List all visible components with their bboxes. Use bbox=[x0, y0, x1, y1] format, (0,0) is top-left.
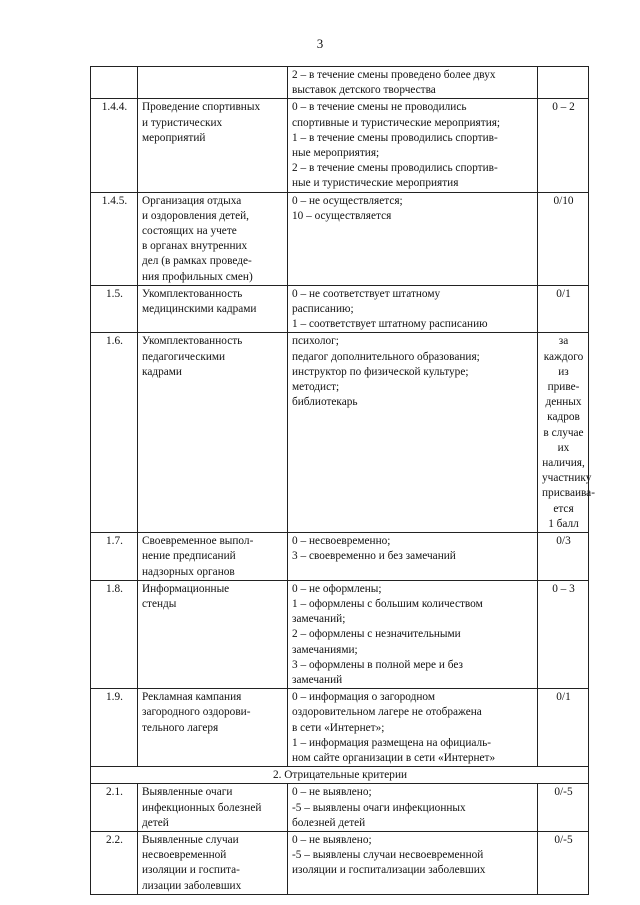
criterion-scoring: 0 – не соответствует штатному расписанию; 1 – соответствует штатному расписанию bbox=[288, 285, 538, 333]
score-range: 0/1 bbox=[538, 285, 589, 333]
criterion-scoring: 0 – в течение смены не проводились спортивные и туристические мероприятия; 1 – в течение смены проводились спортив- ные мероприятия; 2 – в течение смены проводились спортив- ные и туристические мероприятия bbox=[288, 99, 538, 192]
table-row bbox=[91, 580, 589, 688]
criterion-scoring: 0 – не выявлено; -5 – выявлены очаги инфекционных болезней детей bbox=[288, 784, 538, 832]
criterion-name: Своевременное выпол- нение предписаний надзорных органов bbox=[138, 533, 288, 581]
criterion-name: Рекламная кампания загородного оздорови- тельного лагеря bbox=[138, 689, 288, 767]
row-number: 1.8. bbox=[91, 580, 138, 688]
table-row bbox=[91, 533, 589, 581]
score-range: 0 – 2 bbox=[538, 99, 589, 192]
table-row bbox=[91, 831, 589, 894]
row-number: 1.6. bbox=[91, 333, 138, 533]
criterion-scoring: 0 – несвоевременно; 3 – своевременно и без замечаний bbox=[288, 533, 538, 581]
table-row bbox=[91, 192, 589, 285]
row-number: 2.1. bbox=[91, 784, 138, 832]
table-row bbox=[91, 67, 589, 99]
criterion-name: Выявленные очаги инфекционных болезней детей bbox=[138, 784, 288, 832]
score-range: 0/-5 bbox=[538, 784, 589, 832]
score-range: 0/-5 bbox=[538, 831, 589, 894]
criterion-name: Информационные стенды bbox=[138, 580, 288, 688]
criterion-scoring: 0 – не выявлено; -5 – выявлены случаи несвоевременной изоляции и госпитализации заболевших bbox=[288, 831, 538, 894]
criterion-scoring: психолог; педагог дополнительного образования; инструктор по физической культуре; методист; библиотекарь bbox=[288, 333, 538, 533]
table-row bbox=[91, 333, 589, 533]
row-number bbox=[91, 67, 138, 99]
criterion-name: Укомплектованность медицинскими кадрами bbox=[138, 285, 288, 333]
row-number: 1.4.5. bbox=[91, 192, 138, 285]
criteria-table bbox=[90, 66, 595, 895]
row-number: 1.7. bbox=[91, 533, 138, 581]
score-range bbox=[538, 67, 589, 99]
score-range: 0 – 3 bbox=[538, 580, 589, 688]
score-range: 0/10 bbox=[538, 192, 589, 285]
criterion-name: Проведение спортивных и туристических мероприятий bbox=[138, 99, 288, 192]
table-row bbox=[91, 689, 589, 767]
page-number: 3 bbox=[316, 36, 324, 51]
criterion-name: Организация отдыха и оздоровления детей, состоящих на учете в органах внутренних дел (в рамках проведе- ния профильных смен) bbox=[138, 192, 288, 285]
row-number: 2.2. bbox=[91, 831, 138, 894]
criterion-scoring: 2 – в течение смены проведено более двух выставок детского творчества bbox=[288, 67, 538, 99]
criterion-name: Укомплектованность педагогическими кадрами bbox=[138, 333, 288, 533]
row-number: 1.5. bbox=[91, 285, 138, 333]
score-range: за каждого из приве- денных кадров в случае их наличия, участнику присваива- ется 1 балл bbox=[538, 333, 589, 533]
section-title: 2. Отрицательные критерии bbox=[91, 767, 589, 784]
criterion-name bbox=[138, 67, 288, 99]
table-row bbox=[91, 784, 589, 832]
table-row bbox=[91, 99, 589, 192]
criterion-scoring: 0 – не осуществляется; 10 – осуществляется bbox=[288, 192, 538, 285]
criterion-name: Выявленные случаи несвоевременной изоляции и госпита- лизации заболевших bbox=[138, 831, 288, 894]
score-range: 0/1 bbox=[538, 689, 589, 767]
criterion-scoring: 0 – информация о загородном оздоровительном лагере не отображена в сети «Интернет»; 1 – информация размещена на официаль- ном сайте организации в сети «Интернет» bbox=[288, 689, 538, 767]
criterion-scoring: 0 – не оформлены; 1 – оформлены с большим количеством замечаний; 2 – оформлены с незначительными замечаниями; 3 – оформлены в полной мере и без замечаний bbox=[288, 580, 538, 688]
score-range: 0/3 bbox=[538, 533, 589, 581]
row-number: 1.4.4. bbox=[91, 99, 138, 192]
section-header-row bbox=[91, 767, 589, 784]
row-number: 1.9. bbox=[91, 689, 138, 767]
table-row bbox=[91, 285, 589, 333]
